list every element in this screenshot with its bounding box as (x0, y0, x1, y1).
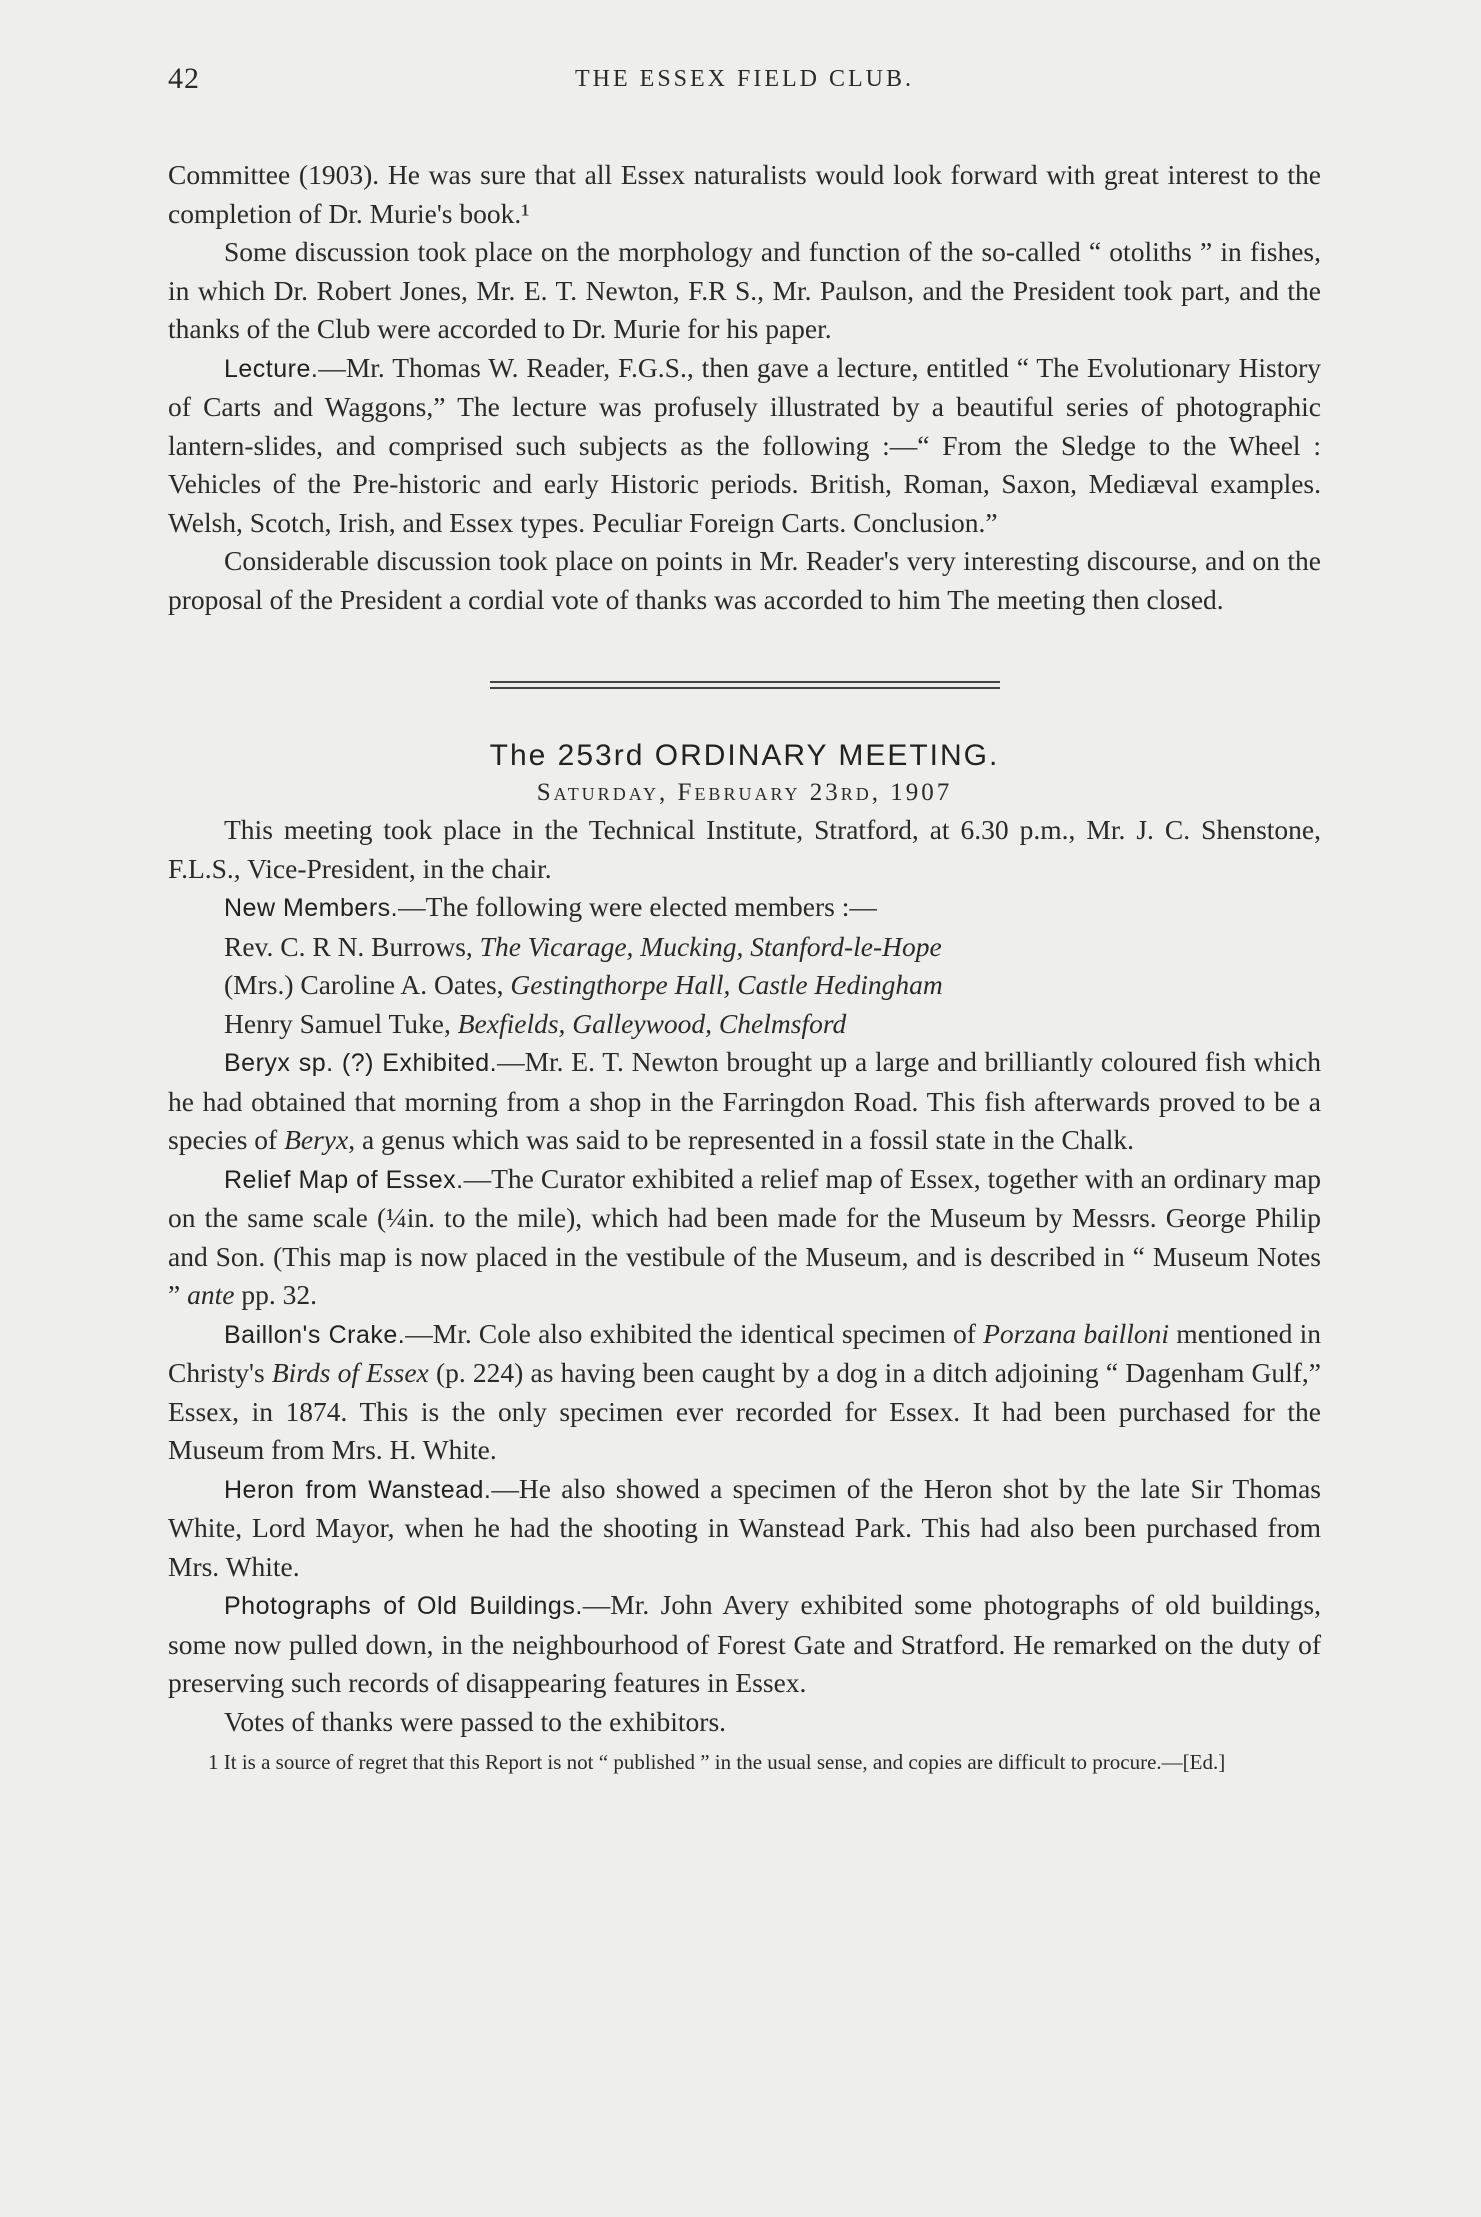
heron-text: —He also showed a specimen of the Heron shot by the late Sir Thomas White, Lord Mayor, when he had the shooting in Wanstead Park. This had also been purchased from Mrs. White. (168, 1472, 1321, 1582)
new-members-heading: New Members. (224, 894, 399, 922)
member-entry (168, 966, 1321, 1005)
photographs-heading: Photographs of Old Buildings. (224, 1592, 583, 1620)
paragraph-photographs (168, 1586, 1321, 1703)
paragraph-votes: Votes of thanks were passed to the exhibitors. (224, 1705, 727, 1737)
paragraph-crake (168, 1315, 1321, 1470)
member-name: Henry Samuel Tuke, (224, 1007, 458, 1039)
member-entry (168, 928, 1321, 967)
relief-map-text-1: —The Curator exhibited a relief map of Essex, together with an ordinary map on the same scale (¼in. to the mile), which had been made for the Museum by Messrs. George Philip and Son. (This map is now placed in the vestibule of the Museum, and is described in “ Museum Notes ” (168, 1162, 1322, 1310)
paragraph-otoliths: Some discussion took place on the morphology and function of the so-called “ otoliths ” in fishes, in which Dr. Robert Jones, Mr. E. T. Newton, F.R S., Mr. Paulson, and the President took part, and the thanks of the Club were accorded to Dr. Murie for his paper. (168, 236, 1321, 344)
relief-map-ante: ante (187, 1279, 235, 1310)
lecture-heading: Lecture. (224, 354, 319, 383)
member-address: Gestingthorpe Hall, Castle Hedingham (510, 969, 943, 1000)
crake-species: Porzana bailloni (983, 1317, 1170, 1349)
new-members-text: —The following were elected members :— (398, 891, 877, 922)
crake-heading: Baillon's Crake. (224, 1320, 406, 1349)
paragraph-meeting-intro: This meeting took place in the Technical Institute, Stratford, at 6.30 p.m., Mr. J. C. Shenstone, F.L.S., Vice-President, in the chair. (168, 814, 1321, 884)
member-address: The Vicarage, Mucking, Stanford-le-Hope (479, 930, 942, 962)
relief-map-text-2: pp. 32. (234, 1279, 317, 1310)
journal-title: THE ESSEX FIELD CLUB. (575, 66, 914, 92)
crake-text-2: mentioned in Christy's (168, 1317, 1321, 1388)
member-entry (168, 1005, 1321, 1044)
member-name: (Mrs.) Caroline A. Oates, (224, 969, 511, 1000)
footnote: 1 It is a source of regret that this Report is not “ published ” in the usual sense, and copies are difficult to procure.—[Ed.] (208, 1750, 1226, 1774)
beryx-heading: Beryx sp. (?) Exhibited. (224, 1049, 498, 1077)
paragraph-new-members (168, 888, 1321, 928)
heron-heading: Heron from Wanstead. (224, 1475, 492, 1504)
crake-text-3: (p. 224) as having been caught by a dog in a ditch adjoining “ Dagenham Gulf,” Essex, in 1874. This is the only specimen ever recorded for Essex. It had been purchased for the Museum from Mrs. H. White. (168, 1357, 1322, 1465)
member-name: Rev. C. R N. Burrows, (224, 930, 480, 962)
running-head (168, 62, 1321, 108)
meeting-date: Saturday, February 23rd, 1907 (536, 779, 953, 806)
paragraph-relief-map (168, 1160, 1321, 1315)
beryx-genus: Beryx (284, 1124, 349, 1155)
relief-map-heading: Relief Map of Essex. (224, 1165, 464, 1194)
paragraph-discussion: Considerable discussion took place on points in Mr. Reader's very interesting discourse, and on the proposal of the President a cordial vote of thanks was accorded to him The meeting then closed. (168, 545, 1321, 615)
paragraph-lecture (168, 349, 1321, 543)
beryx-text-1: —Mr. E. T. Newton brought up a large and brilliantly coloured fish which he had obtained that morning from a shop in the Farringdon Road. This fish afterwards proved to be a species of (168, 1046, 1322, 1155)
beryx-text-2: , a genus which was said to be represented in a fossil state in the Chalk. (348, 1124, 1135, 1155)
page-number: 42 (168, 62, 200, 95)
section-divider (490, 681, 1000, 689)
lecture-text: —Mr. Thomas W. Reader, F.G.S., then gave a lecture, entitled “ The Evolutionary History of Carts and Waggons,” The lecture was profusely illustrated by a beautiful series of photographic lantern-slides, and comprised such subjects as the following :—“ From the Sledge to the Wheel : Vehicles of the Pre-historic and early Historic periods. British, Roman, Saxon, Mediæval examples. Welsh, Scotch, Irish, and Essex types. Peculiar Foreign Carts. Conclusion.” (168, 351, 1321, 538)
paragraph-beryx (168, 1043, 1321, 1160)
paragraph-heron (168, 1470, 1321, 1587)
member-address: Bexfields, Galleywood, Chelmsford (457, 1007, 847, 1039)
photographs-text: —Mr. John Avery exhibited some photographs of old buildings, some now pulled down, in the neighbourhood of Forest Gate and Stratford. He remarked on the duty of preserving such records of disappearing features in Essex. (168, 1589, 1322, 1698)
paragraph-committee: Committee (1903). He was sure that all Essex naturalists would look forward with great interest to the completion of Dr. Murie's book.¹ (168, 159, 1321, 229)
crake-text-1: —Mr. Cole also exhibited the identical specimen of (405, 1317, 984, 1349)
meeting-title: The 253rd ORDINARY MEETING. (489, 739, 1000, 772)
crake-book-title: Birds of Essex (271, 1357, 429, 1388)
